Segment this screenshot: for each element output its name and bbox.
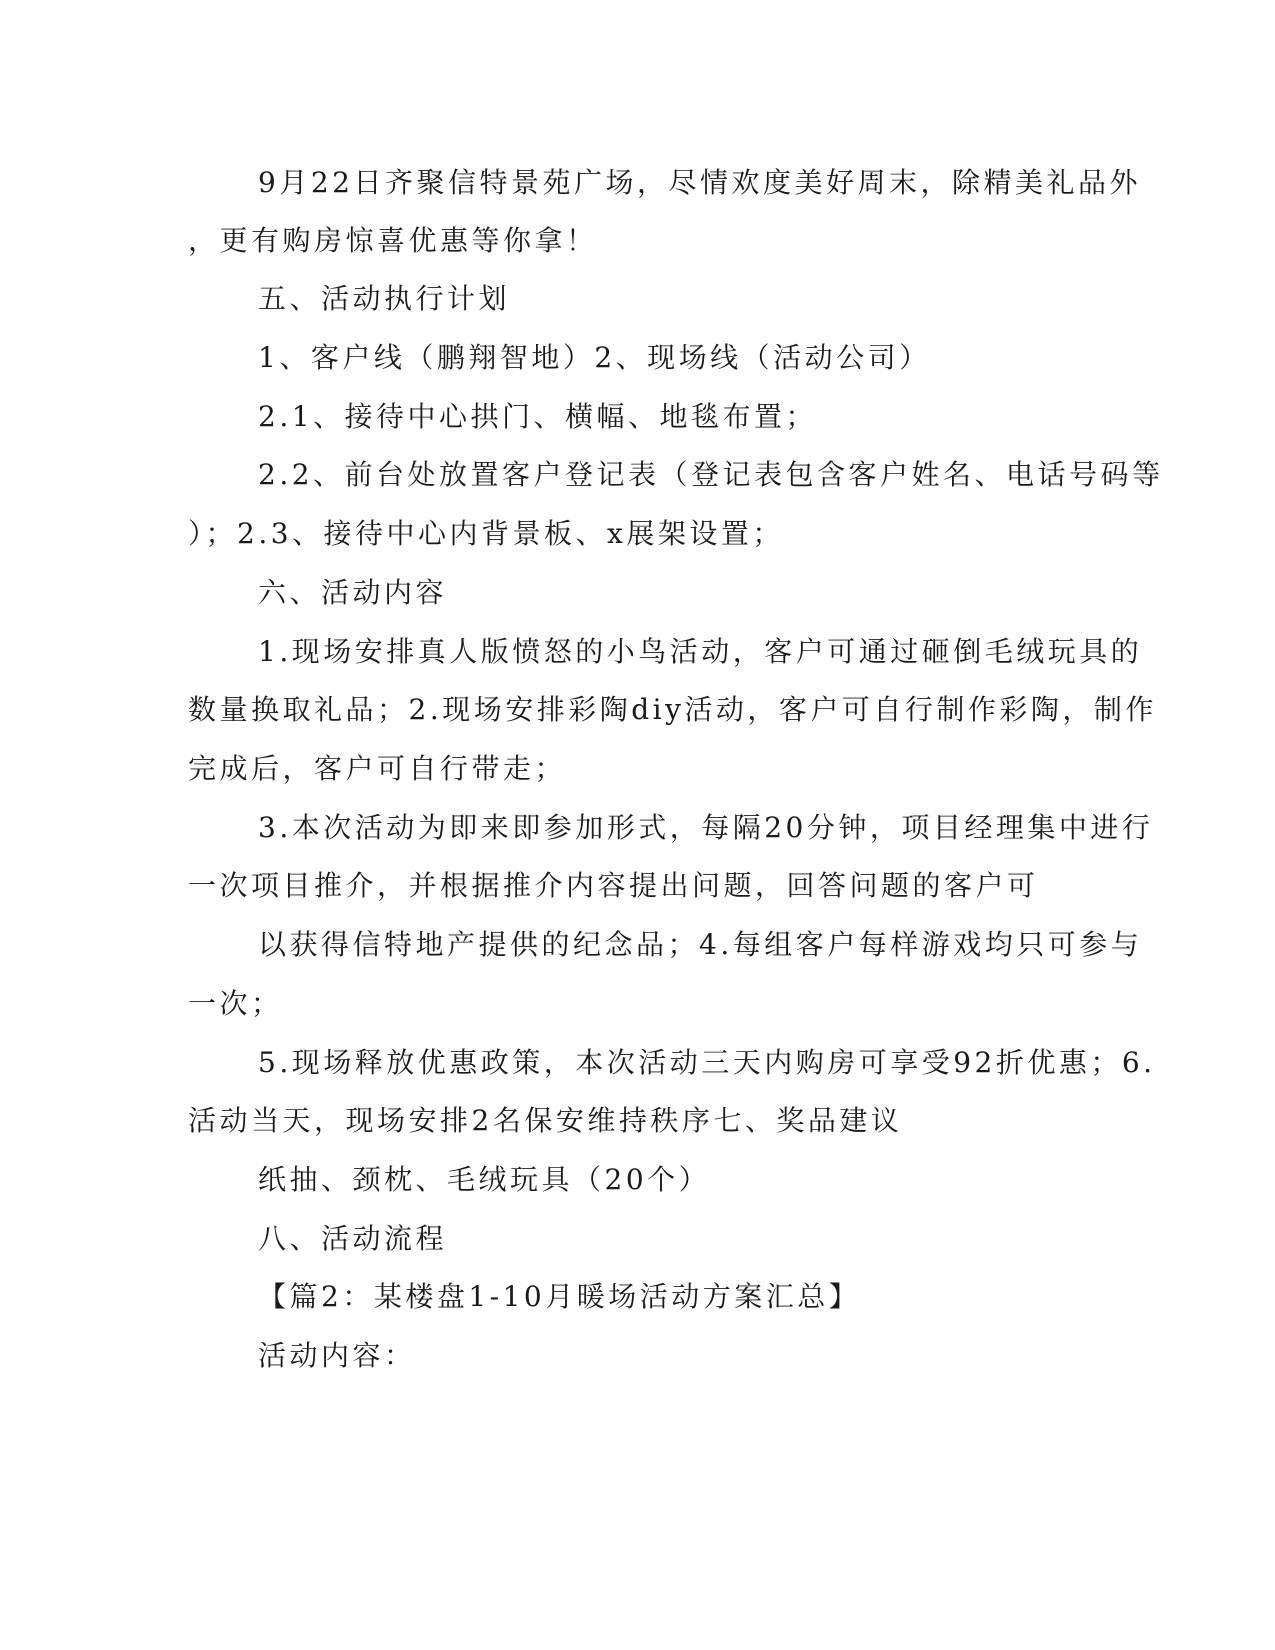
section-heading: 五、活动执行计划 bbox=[258, 282, 511, 315]
paragraph-line: ，更有购房惊喜优惠等你拿！ bbox=[188, 224, 598, 257]
paragraph-line: 一次项目推介，并根据推介内容提出问题，回答问题的客户可 bbox=[188, 869, 1039, 902]
paragraph-line: 5.现场释放优惠政策，本次活动三天内购房可享受92折优惠；6. bbox=[258, 1046, 1156, 1079]
paragraph-line: 活动内容： bbox=[258, 1339, 416, 1372]
paragraph-line: 2.2、前台处放置客户登记表（登记表包含客户姓名、电话号码等 bbox=[258, 458, 1164, 491]
paragraph-line: 以获得信特地产提供的纪念品；4.每组客户每样游戏均只可参与 bbox=[258, 928, 1143, 961]
paragraph-line: 数量换取礼品；2.现场安排彩陶diy活动，客户可自行制作彩陶，制作 bbox=[188, 693, 1157, 726]
paragraph-line: 3.本次活动为即来即参加形式，每隔20分钟，项目经理集中进行 bbox=[258, 811, 1154, 844]
paragraph-line: 完成后，客户可自行带走； bbox=[188, 752, 567, 785]
paragraph-line: 9月22日齐聚信特景苑广场，尽情欢度美好周末，除精美礼品外 bbox=[258, 166, 1141, 199]
paragraph-line: 2.1、接待中心拱门、横幅、地毯布置； bbox=[258, 400, 818, 433]
section-heading: 六、活动内容 bbox=[258, 576, 448, 609]
paragraph-line: ）；2.3、接待中心内背景板、x展架设置； bbox=[188, 517, 784, 550]
paragraph-line: 1.现场安排真人版愤怒的小鸟活动，客户可通过砸倒毛绒玩具的 bbox=[258, 635, 1143, 668]
article-title: 【篇2：某楼盘1-10月暖场活动方案汇总】 bbox=[258, 1280, 861, 1313]
paragraph-line: 一次； bbox=[188, 987, 283, 1020]
paragraph-line: 1、客户线（鹏翔智地）2、现场线（活动公司） bbox=[258, 341, 931, 374]
paragraph-line: 活动当天，现场安排2名保安维持秩序七、奖品建议 bbox=[188, 1104, 903, 1137]
section-heading: 八、活动流程 bbox=[258, 1222, 448, 1255]
paragraph-line: 纸抽、颈枕、毛绒玩具（20个） bbox=[258, 1163, 711, 1196]
